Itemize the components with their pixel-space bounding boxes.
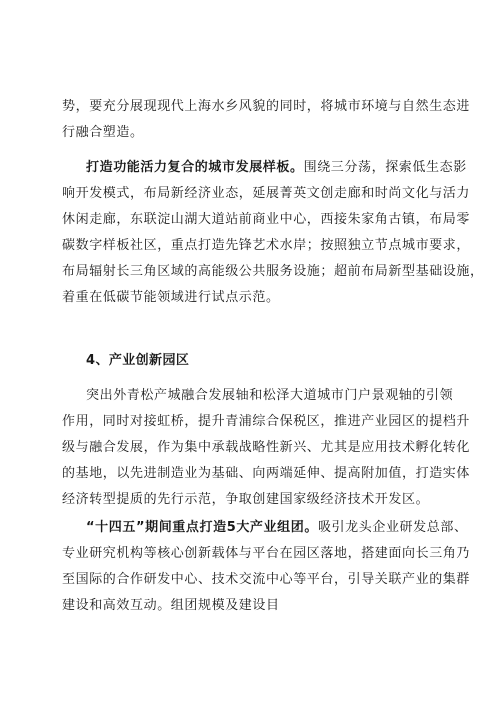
paragraph-line: 布局辐射长三角区域的高能级公共服务设施；超前布局新型基础设施， — [62, 264, 484, 279]
paragraph-text: 吸引龙头企业研发总部、 — [317, 520, 468, 535]
paragraph-line: 休闲走廊，东联淀山湖大道站前商业中心，西接朱家角古镇，布局零 — [62, 212, 471, 227]
paragraph-line: 专业研究机构等核心创新载体与平台在园区落地，搭建面向长三角乃 — [62, 546, 471, 561]
paragraph-line: 经济转型提质的先行示范，争取创建国家级经济技术开发区。 — [62, 492, 430, 507]
bold-lead-text: 打造功能活力复合的城市发展样板。 — [86, 160, 304, 175]
paragraph-line — [86, 160, 466, 176]
paragraph-line: 作用，同时对接虹桥，提升青浦综合保税区，推进产业园区的提档升 — [62, 414, 471, 429]
paragraph-line: 响开发模式，布局新经济业态，延展菁英文创走廊和时尚文化与活力 — [62, 186, 471, 201]
paragraph-line: 势，要充分展现现代上海水乡风貌的同时，将城市环境与自然生态进 — [62, 99, 471, 114]
paragraph-line: 的基地，以先进制造业为基础、向两端延伸、提高附加值，打造实体 — [62, 466, 471, 481]
bold-lead-text: “十四五”期间重点打造5大产业组团。 — [86, 520, 318, 535]
paragraph-line: 行融合塑造。 — [62, 125, 144, 140]
paragraph-line: 建设和高效互动。组团规模及建设目 — [62, 598, 280, 613]
paragraph-line: 碳数字样板社区，重点打造先锋艺术水岸；按照独立节点城市要求， — [62, 238, 471, 253]
paragraph-text: 围绕三分荡，探索低生态影 — [303, 160, 467, 175]
paragraph-line: 着重在低碳节能领域进行试点示范。 — [62, 290, 280, 305]
paragraph-line: 级与融合发展，作为集中承载战略性新兴、尤其是应用技术孵化转化 — [62, 440, 471, 455]
section-heading: 4、产业创新园区 — [86, 353, 190, 368]
paragraph-line — [86, 520, 466, 536]
paragraph-line: 突出外青松产城融合发展轴和松泽大道城市门户景观轴的引领 — [86, 388, 454, 403]
paragraph-line: 至国际的合作研发中心、技术交流中心等平台，引导关联产业的集群 — [62, 572, 471, 587]
